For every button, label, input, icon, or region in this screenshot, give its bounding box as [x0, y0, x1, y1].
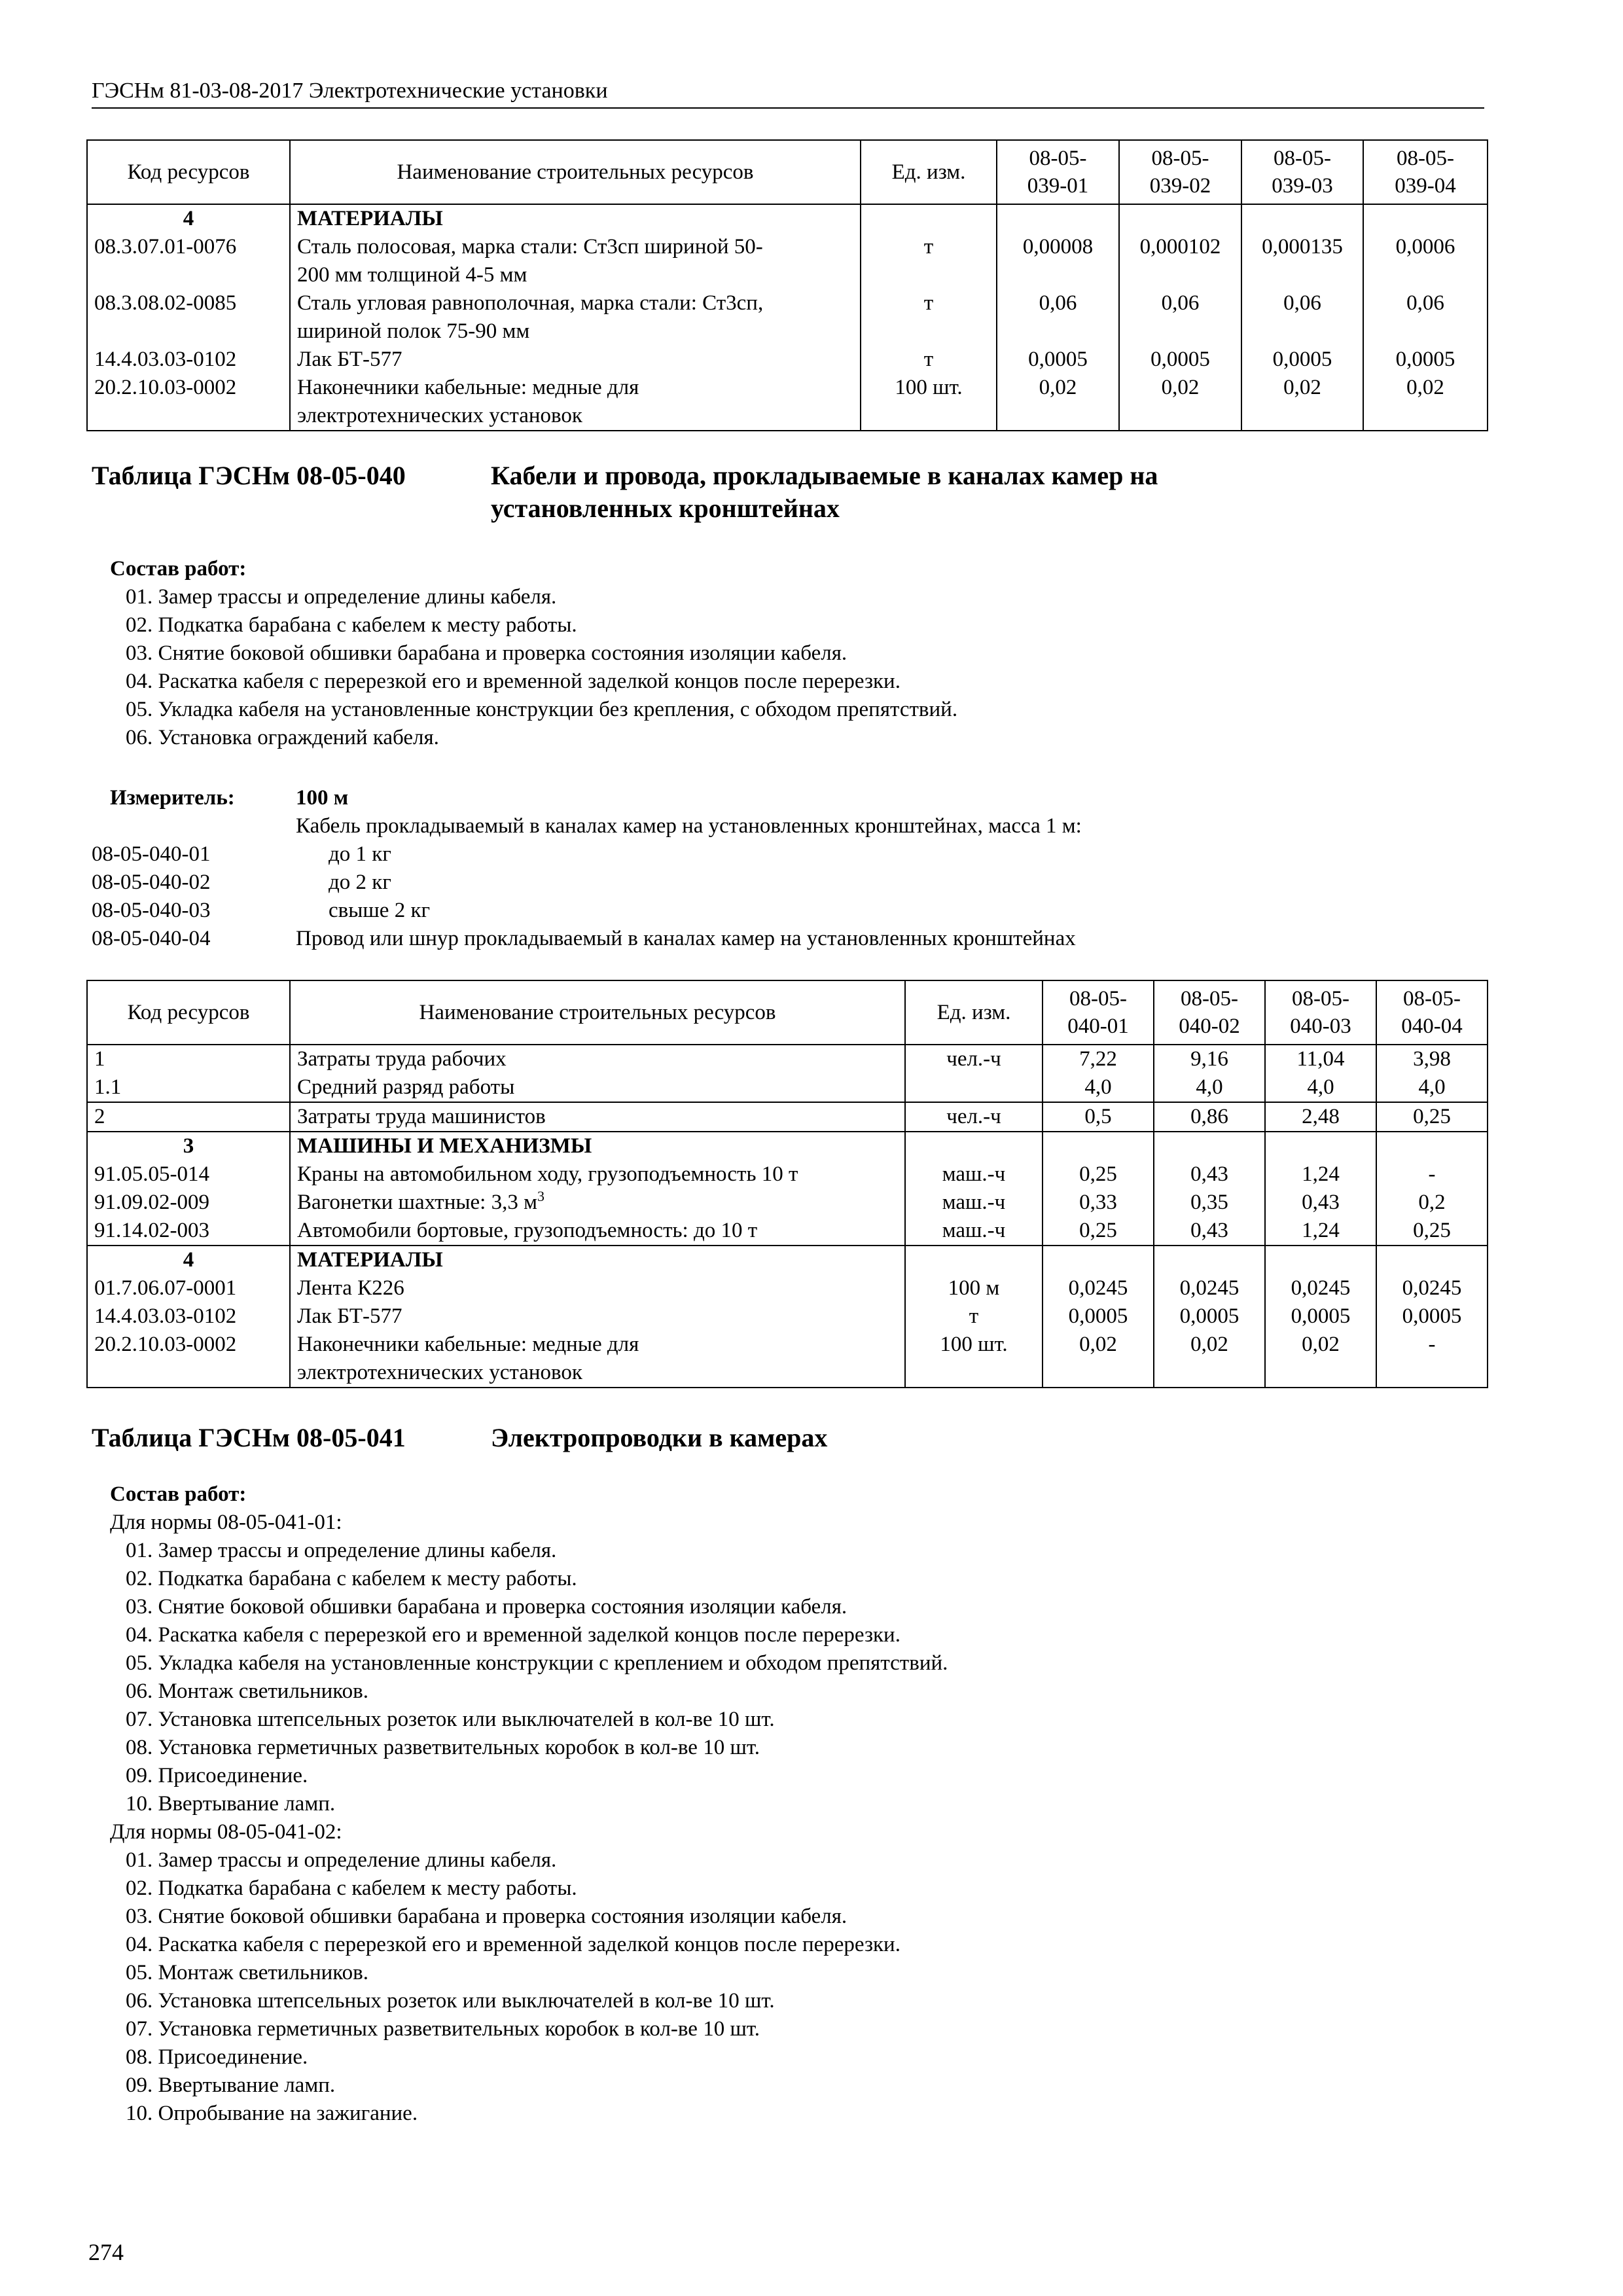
resource-name: шириной полок 75-90 мм: [290, 317, 861, 346]
table-row: [87, 317, 1488, 346]
norm-value: 0,25: [1376, 1102, 1488, 1132]
norm-value: [1043, 1359, 1154, 1388]
norm-value: 0,86: [1154, 1102, 1265, 1132]
unit: 100 шт.: [861, 374, 997, 402]
norm-value: [1265, 1132, 1376, 1160]
resource-code: 20.2.10.03-0002: [87, 374, 290, 402]
norm-text: до 2 кг: [329, 870, 391, 894]
table-row: [87, 374, 1488, 402]
work-item: 07. Установка герметичных разветвительных коробок в кол-ве 10 шт.: [126, 2017, 760, 2041]
norm-value: 9,16: [1154, 1045, 1265, 1073]
unit: 100 м: [905, 1274, 1043, 1302]
resource-code: 14.4.03.03-0102: [87, 346, 290, 374]
resource-code: 20.2.10.03-0002: [87, 1331, 290, 1359]
norm-value: 0,000102: [1119, 233, 1241, 261]
norm-value: 0,0006: [1363, 233, 1488, 261]
resource-code: 14.4.03.03-0102: [87, 1302, 290, 1331]
norm-value: 0,0005: [1363, 346, 1488, 374]
running-header: ГЭСНм 81-03-08-2017 Электротехнические установки: [92, 77, 1484, 109]
unit: [861, 402, 997, 431]
resource-code: 91.05.05-014: [87, 1160, 290, 1189]
norm-value: 0,0005: [997, 346, 1119, 374]
unit: [905, 1359, 1043, 1388]
norm-text: Провод или шнур прокладываемый в каналах камер на установленных кронштейнах: [296, 927, 1076, 950]
norm-value: [1363, 204, 1488, 233]
norm-value: 4,0: [1043, 1073, 1154, 1102]
work-item: 04. Раскатка кабеля с перерезкой его и временной заделкой концов после перерезки.: [126, 1933, 901, 1956]
unit: [905, 1246, 1043, 1274]
norm-value: [1376, 1246, 1488, 1274]
resource-name: Сталь полосовая, марка стали: Ст3сп шириной 50-: [290, 233, 861, 261]
table-row: [87, 1102, 1488, 1132]
resource-name: Вагонетки шахтные: 3,3 $м^3$: [290, 1189, 905, 1217]
table-label: Таблица ГЭСНм 08-05-040: [92, 461, 406, 490]
resource-name: Лента К226: [290, 1274, 905, 1302]
table-header-row: [87, 140, 1488, 204]
unit: [861, 261, 997, 289]
table-row: [87, 402, 1488, 431]
norm-value: 0,0005: [1119, 346, 1241, 374]
resource-name: Средний разряд работы: [290, 1073, 905, 1102]
unit: маш.-ч: [905, 1217, 1043, 1246]
norm-value: 0,00008: [997, 233, 1119, 261]
resource-code: 91.14.02-003: [87, 1217, 290, 1246]
unit: [905, 1132, 1043, 1160]
norm-value: 0,25: [1376, 1217, 1488, 1246]
table-row: [87, 346, 1488, 374]
norm-row: [92, 840, 1076, 869]
unit: маш.-ч: [905, 1160, 1043, 1189]
section-title: Электропроводки в камерах: [491, 1423, 828, 1452]
resource-name: Наконечники кабельные: медные для: [290, 374, 861, 402]
norm-code: 08-05-040-02: [92, 870, 211, 894]
works-block: [110, 555, 957, 752]
norm-value: 0,0245: [1043, 1274, 1154, 1302]
resource-code: 2: [87, 1102, 290, 1132]
work-item: 04. Раскатка кабеля с перерезкой его и временной заделкой концов после перерезки.: [126, 1623, 901, 1647]
norm-value: 0,43: [1154, 1160, 1265, 1189]
work-item: 09. Ввертывание ламп.: [126, 2073, 336, 2097]
norm-code: 08-05-040-03: [92, 899, 211, 922]
unit: [905, 1073, 1043, 1102]
norm-value: 4,0: [1376, 1073, 1488, 1102]
norm-value: 0,0245: [1154, 1274, 1265, 1302]
table-row: [87, 1246, 1488, 1274]
section-title: [491, 459, 1158, 525]
norm-value: 11,04: [1265, 1045, 1376, 1073]
norm-value: 0,02: [1119, 374, 1241, 402]
norm-value: 1,24: [1265, 1217, 1376, 1246]
work-item: 08. Присоединение.: [126, 2045, 308, 2069]
table-label: Таблица ГЭСНм 08-05-041: [92, 1423, 406, 1452]
norm-value: [1241, 261, 1363, 289]
resource-name: МАТЕРИАЛЫ: [290, 204, 861, 233]
norm-value: 0,2: [1376, 1189, 1488, 1217]
resource-code: [87, 317, 290, 346]
works-block: [110, 1480, 948, 2128]
norm-value: [1119, 261, 1241, 289]
table-row: [87, 1045, 1488, 1073]
table-row: [87, 1331, 1488, 1359]
norm-value: 0,25: [1043, 1217, 1154, 1246]
resource-name: МАШИНЫ И МЕХАНИЗМЫ: [290, 1132, 905, 1160]
table-row: [87, 1160, 1488, 1189]
table-header-row: [87, 980, 1488, 1045]
norm-value: [1265, 1359, 1376, 1388]
resource-name: электротехнических установок: [290, 1359, 905, 1388]
norms-list: [92, 840, 1076, 953]
works-label: Состав работ:: [110, 1482, 247, 1506]
resource-name: Сталь угловая равнополочная, марка стали: Ст3сп,: [290, 289, 861, 317]
work-item: 03. Снятие боковой обшивки барабана и проверка состояния изоляции кабеля.: [126, 641, 847, 665]
norm-value: [1265, 1246, 1376, 1274]
table-row: [87, 1217, 1488, 1246]
resource-code: 01.7.06.07-0001: [87, 1274, 290, 1302]
section-title-line: Кабели и провода, прокладываемые в каналах камер на: [491, 461, 1158, 490]
norm-value: 0,000135: [1241, 233, 1363, 261]
table-row: [87, 289, 1488, 317]
norm-value: [1241, 317, 1363, 346]
norm-value: 0,02: [1241, 374, 1363, 402]
norm-value: [1376, 1359, 1488, 1388]
norm-value: [1376, 1132, 1488, 1160]
norm-value: 0,35: [1154, 1189, 1265, 1217]
works-label: Состав работ:: [110, 557, 247, 581]
superscript: 3: [537, 1188, 544, 1204]
norm-row: [92, 897, 1076, 925]
table-row: [87, 1359, 1488, 1388]
column-header: Ед. изм.: [861, 140, 997, 204]
column-header: Наименование строительных ресурсов: [290, 140, 861, 204]
norm-value: 0,43: [1265, 1189, 1376, 1217]
works-list: [110, 1509, 948, 2128]
norm-value: 1,24: [1265, 1160, 1376, 1189]
resource-code: 4: [87, 204, 290, 233]
norm-value: -: [1376, 1160, 1488, 1189]
section-title-line: установленных кронштейнах: [491, 493, 840, 523]
work-item: 09. Присоединение.: [126, 1764, 308, 1787]
work-item: Для нормы 08-05-041-01:: [110, 1511, 342, 1534]
works-list: [110, 583, 957, 752]
resource-name: МАТЕРИАЛЫ: [290, 1246, 905, 1274]
norm-value: 0,25: [1043, 1160, 1154, 1189]
resource-name: электротехнических установок: [290, 402, 861, 431]
norm-value: 2,48: [1265, 1102, 1376, 1132]
resource-code: 08.3.08.02-0085: [87, 289, 290, 317]
norm-value: -: [1376, 1331, 1488, 1359]
norm-value: 3,98: [1376, 1045, 1488, 1073]
unit: чел.-ч: [905, 1045, 1043, 1073]
norm-value: 0,43: [1154, 1217, 1265, 1246]
norm-value: [1154, 1246, 1265, 1274]
table-row: [87, 1302, 1488, 1331]
column-header: Код ресурсов: [87, 140, 290, 204]
work-item: 02. Подкатка барабана с кабелем к месту работы.: [126, 1876, 577, 1900]
resource-code: 4: [87, 1246, 290, 1274]
norm-value: 0,0005: [1265, 1302, 1376, 1331]
work-item: 03. Снятие боковой обшивки барабана и проверка состояния изоляции кабеля.: [126, 1595, 847, 1619]
resource-code: 1.1: [87, 1073, 290, 1102]
unit: маш.-ч: [905, 1189, 1043, 1217]
norm-value: [997, 317, 1119, 346]
resource-name: Автомобили бортовые, грузоподъемность: до 10 т: [290, 1217, 905, 1246]
meter-value-text: 100 м: [296, 786, 349, 810]
work-item: 01. Замер трассы и определение длины кабеля.: [126, 585, 557, 609]
resource-name: 200 мм толщиной 4-5 мм: [290, 261, 861, 289]
norm-value: [1154, 1359, 1265, 1388]
resource-code: 3: [87, 1132, 290, 1160]
column-header: Ед. изм.: [905, 980, 1043, 1045]
norm-value: 0,0005: [1043, 1302, 1154, 1331]
unit: т: [861, 346, 997, 374]
norm-value: [997, 261, 1119, 289]
column-header: 08-05- 039-03: [1241, 140, 1363, 204]
norm-value: [1363, 261, 1488, 289]
norm-value: 0,5: [1043, 1102, 1154, 1132]
work-item: 03. Снятие боковой обшивки барабана и проверка состояния изоляции кабеля.: [126, 1905, 847, 1928]
column-header: Наименование строительных ресурсов: [290, 980, 905, 1045]
norm-value: [997, 204, 1119, 233]
norm-value: [1043, 1246, 1154, 1274]
norm-value: [1119, 204, 1241, 233]
unit: 100 шт.: [905, 1331, 1043, 1359]
work-item: 06. Установка ограждений кабеля.: [126, 726, 439, 749]
resource-name: Краны на автомобильном ходу, грузоподъемность 10 т: [290, 1160, 905, 1189]
norm-value: 0,02: [1265, 1331, 1376, 1359]
unit: [861, 204, 997, 233]
column-header: Код ресурсов: [87, 980, 290, 1045]
norm-text: до 1 кг: [329, 842, 391, 866]
norm-value: 4,0: [1154, 1073, 1265, 1102]
norm-value: 0,06: [997, 289, 1119, 317]
work-item: 01. Замер трассы и определение длины кабеля.: [126, 1539, 557, 1562]
resource-code: [87, 402, 290, 431]
norm-value: 0,02: [1154, 1331, 1265, 1359]
norm-value: 0,06: [1119, 289, 1241, 317]
norm-value: [1043, 1132, 1154, 1160]
resource-name: Затраты труда рабочих: [290, 1045, 905, 1073]
work-item: 08. Установка герметичных разветвительных коробок в кол-ве 10 шт.: [126, 1736, 760, 1759]
resource-code: 91.09.02-009: [87, 1189, 290, 1217]
norm-value: 0,02: [1043, 1331, 1154, 1359]
norm-code: 08-05-040-01: [92, 842, 211, 866]
resources-table-040: [86, 980, 1488, 1388]
work-item: Для нормы 08-05-041-02:: [110, 1820, 342, 1844]
work-item: 05. Укладка кабеля на установленные конструкции с креплением и обходом препятствий.: [126, 1651, 948, 1675]
column-header: 08-05- 039-04: [1363, 140, 1488, 204]
table-row: [87, 1132, 1488, 1160]
table-row: [87, 1073, 1488, 1102]
meter-label-text: Измеритель:: [110, 786, 235, 810]
norm-value: [997, 402, 1119, 431]
norm-code: 08-05-040-04: [92, 927, 211, 950]
norm-value: [1241, 402, 1363, 431]
resource-code: 1: [87, 1045, 290, 1073]
column-header: 08-05- 040-01: [1043, 980, 1154, 1045]
norm-value: 0,02: [1363, 374, 1488, 402]
table-row: [87, 1189, 1488, 1217]
norm-value: [1363, 402, 1488, 431]
norm-value: 0,02: [997, 374, 1119, 402]
unit: т: [905, 1302, 1043, 1331]
column-header: 08-05- 039-02: [1119, 140, 1241, 204]
resource-name: Лак БТ-577: [290, 346, 861, 374]
norm-value: 0,0005: [1154, 1302, 1265, 1331]
column-header: 08-05- 040-03: [1265, 980, 1376, 1045]
resource-name: Затраты труда машинистов: [290, 1102, 905, 1132]
norm-value: 0,33: [1043, 1189, 1154, 1217]
meter-description: Кабель прокладываемый в каналах камер на установленных кронштейнах, масса 1 м:: [296, 814, 1082, 838]
norm-value: [1154, 1132, 1265, 1160]
work-item: 05. Монтаж светильников.: [126, 1961, 368, 1984]
table-row: [87, 233, 1488, 261]
table-row: [87, 261, 1488, 289]
norm-value: 0,0005: [1376, 1302, 1488, 1331]
norm-row: [92, 869, 1076, 897]
norm-value: 0,0245: [1265, 1274, 1376, 1302]
page-number: 274: [88, 2239, 124, 2265]
norm-value: 0,0005: [1241, 346, 1363, 374]
work-item: 01. Замер трассы и определение длины кабеля.: [126, 1848, 557, 1872]
table-row: [87, 204, 1488, 233]
resource-code: [87, 1359, 290, 1388]
resource-code: 08.3.07.01-0076: [87, 233, 290, 261]
norm-value: [1119, 317, 1241, 346]
work-item: 10. Опробывание на зажигание.: [126, 2102, 418, 2125]
resource-code: [87, 261, 290, 289]
work-item: 05. Укладка кабеля на установленные конструкции без крепления, с обходом препятствий.: [126, 698, 958, 721]
norm-value: 0,06: [1241, 289, 1363, 317]
work-item: 10. Ввертывание ламп.: [126, 1792, 336, 1816]
unit: т: [861, 233, 997, 261]
work-item: 07. Установка штепсельных розеток или выключателей в кол-ве 10 шт.: [126, 1708, 775, 1731]
column-header: 08-05- 040-04: [1376, 980, 1488, 1045]
unit: т: [861, 289, 997, 317]
work-item: 06. Установка штепсельных розеток или выключателей в кол-ве 10 шт.: [126, 1989, 775, 2013]
resource-name: Лак БТ-577: [290, 1302, 905, 1331]
norm-value: 0,0245: [1376, 1274, 1488, 1302]
norm-value: [1119, 402, 1241, 431]
work-item: 04. Раскатка кабеля с перерезкой его и временной заделкой концов после перерезки.: [126, 670, 901, 693]
norm-text: свыше 2 кг: [329, 899, 431, 922]
resource-name: Наконечники кабельные: медные для: [290, 1331, 905, 1359]
norm-value: 0,06: [1363, 289, 1488, 317]
norm-value: [1241, 204, 1363, 233]
norm-value: 4,0: [1265, 1073, 1376, 1102]
work-item: 06. Монтаж светильников.: [126, 1679, 368, 1703]
norm-value: [1363, 317, 1488, 346]
norm-value: 7,22: [1043, 1045, 1154, 1073]
column-header: 08-05- 040-02: [1154, 980, 1265, 1045]
work-item: 02. Подкатка барабана с кабелем к месту работы.: [126, 613, 577, 637]
norm-row: [92, 925, 1076, 953]
unit: чел.-ч: [905, 1102, 1043, 1132]
work-item: 02. Подкатка барабана с кабелем к месту работы.: [126, 1567, 577, 1590]
meter-value: [296, 784, 348, 812]
resources-table-039: [86, 139, 1488, 431]
table-row: [87, 1274, 1488, 1302]
meter-label: [110, 784, 235, 812]
column-header: 08-05- 039-01: [997, 140, 1119, 204]
unit: [861, 317, 997, 346]
